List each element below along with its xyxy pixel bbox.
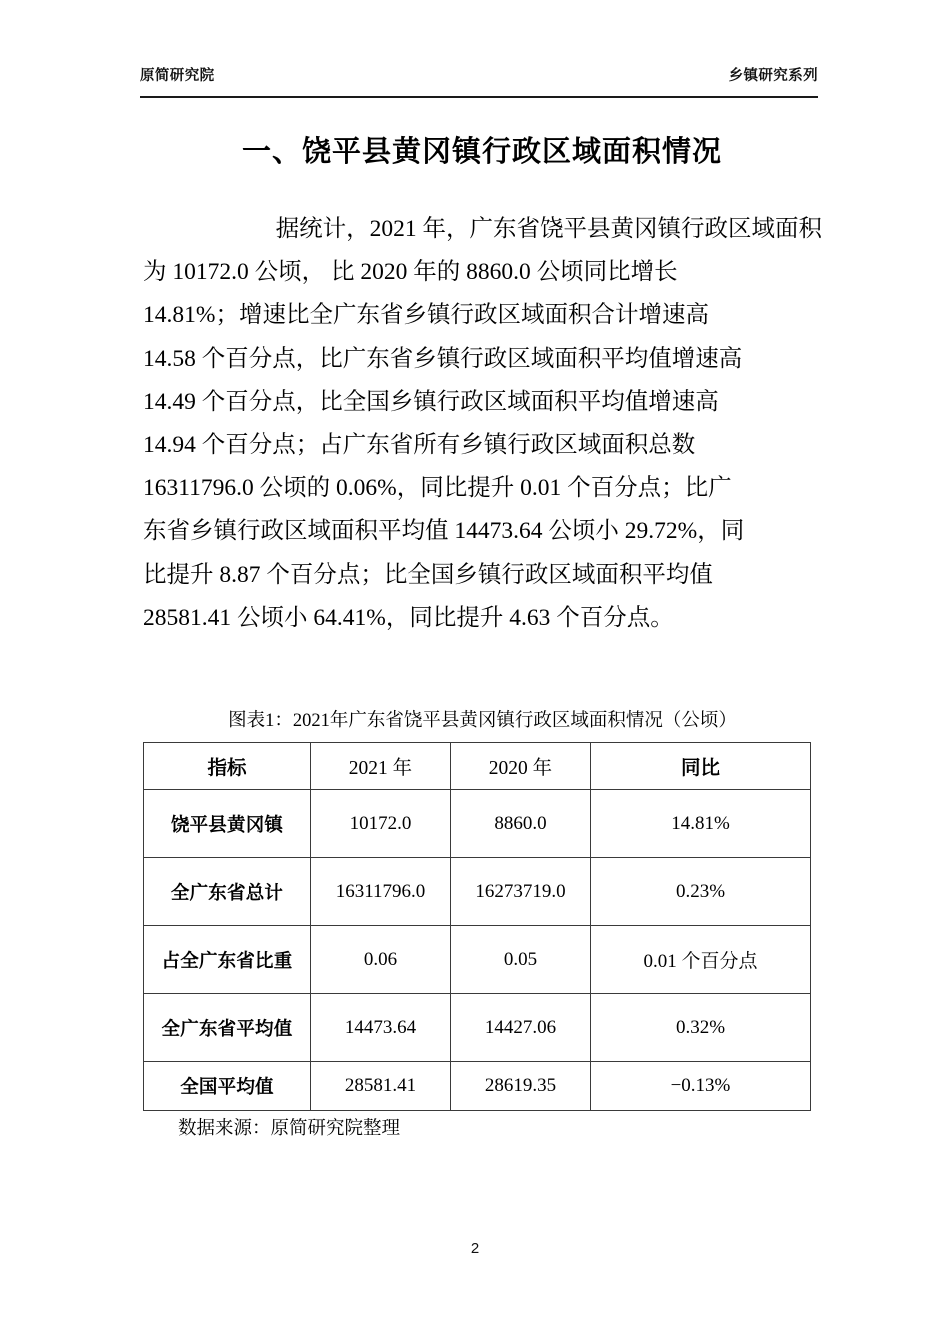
table-row xyxy=(144,790,811,858)
cell-2020: 8860.0 xyxy=(451,790,591,858)
first-line-indent xyxy=(143,208,190,251)
table-caption: 图表1：2021年广东省饶平县黄冈镇行政区域面积情况（公顷） xyxy=(228,711,737,731)
cell-2020: 28619.35 xyxy=(451,1062,591,1111)
paragraph-line xyxy=(143,294,822,337)
cell-yoy: 0.23% xyxy=(591,858,811,926)
running-header xyxy=(140,64,818,98)
row-label: 全广东省总计 xyxy=(144,858,311,926)
paragraph-line-text: 14.94 个百分点；占广东省所有乡镇行政区域面积总数 xyxy=(143,431,696,458)
paragraph-line-text: 东省乡镇行政区域面积平均值 14473.64 公顷小 29.72%，同 xyxy=(143,518,745,545)
row-label: 占全广东省比重 xyxy=(144,926,311,994)
table-row xyxy=(144,926,811,994)
cell-2021: 16311796.0 xyxy=(311,858,451,926)
paragraph-line xyxy=(143,338,822,381)
cell-2020: 0.05 xyxy=(451,926,591,994)
paragraph-line xyxy=(143,251,822,294)
cell-2021: 14473.64 xyxy=(311,994,451,1062)
table-row xyxy=(144,858,811,926)
paragraph-line xyxy=(143,381,822,424)
page-number: 2 xyxy=(470,1240,480,1257)
column-header-2020: 2020 年 xyxy=(451,743,591,790)
paragraph-line-text: 14.49 个百分点，比全国乡镇行政区域面积平均值增速高 xyxy=(143,388,719,415)
table-header-row xyxy=(144,743,811,790)
cell-yoy: 14.81% xyxy=(591,790,811,858)
paragraph-line xyxy=(143,554,822,597)
header-series: 乡镇研究系列 xyxy=(728,68,818,84)
paragraph-line-text: 14.81%；增速比全广东省乡镇行政区域面积合计增速高 xyxy=(143,302,709,329)
cell-2020: 16273719.0 xyxy=(451,858,591,926)
row-label: 全国平均值 xyxy=(144,1062,311,1111)
data-source-note: 数据来源：原简研究院整理 xyxy=(178,1119,401,1139)
paragraph-line-text: 28581.41 公顷小 64.41%，同比提升 4.63 个百分点。 xyxy=(143,604,674,631)
page-title: 一、饶平县黄冈镇行政区域面积情况 xyxy=(241,136,722,168)
paragraph-line xyxy=(143,467,822,510)
cell-2021: 0.06 xyxy=(311,926,451,994)
cell-yoy: 0.01 个百分点 xyxy=(591,926,811,994)
row-label: 饶平县黄冈镇 xyxy=(144,790,311,858)
table-row xyxy=(144,1062,811,1111)
paragraph-line xyxy=(143,208,822,251)
paragraph-line-text: 据统计，2021 年，广东省饶平县黄冈镇行政区域面积 xyxy=(275,216,822,242)
table-row xyxy=(144,994,811,1062)
paragraph-line-text: 14.58 个百分点，比广东省乡镇行政区域面积平均值增速高 xyxy=(143,345,743,372)
column-header-yoy: 同比 xyxy=(591,743,811,790)
body-paragraph xyxy=(143,208,822,640)
cell-yoy: 0.32% xyxy=(591,994,811,1062)
cell-2021: 28581.41 xyxy=(311,1062,451,1111)
cell-2021: 10172.0 xyxy=(311,790,451,858)
header-publisher: 原简研究院 xyxy=(140,68,215,84)
row-label: 全广东省平均值 xyxy=(144,994,311,1062)
cell-2020: 14427.06 xyxy=(451,994,591,1062)
paragraph-line xyxy=(143,597,822,640)
area-statistics-table xyxy=(143,742,811,1111)
paragraph-line-text: 16311796.0 公顷的 0.06%，同比提升 0.01 个百分点；比广 xyxy=(143,475,732,502)
paragraph-line-text: 比提升 8.87 个百分点；比全国乡镇行政区域面积平均值 xyxy=(143,561,713,588)
cell-yoy: −0.13% xyxy=(591,1062,811,1111)
column-header-indicator: 指标 xyxy=(144,743,311,790)
table-header xyxy=(144,743,811,790)
paragraph-line xyxy=(143,510,822,553)
table-body xyxy=(144,790,811,1111)
paragraph-line xyxy=(143,424,822,467)
paragraph-line-text: 为 10172.0 公顷， 比 2020 年的 8860.0 公顷同比增长 xyxy=(143,259,678,286)
column-header-2021: 2021 年 xyxy=(311,743,451,790)
